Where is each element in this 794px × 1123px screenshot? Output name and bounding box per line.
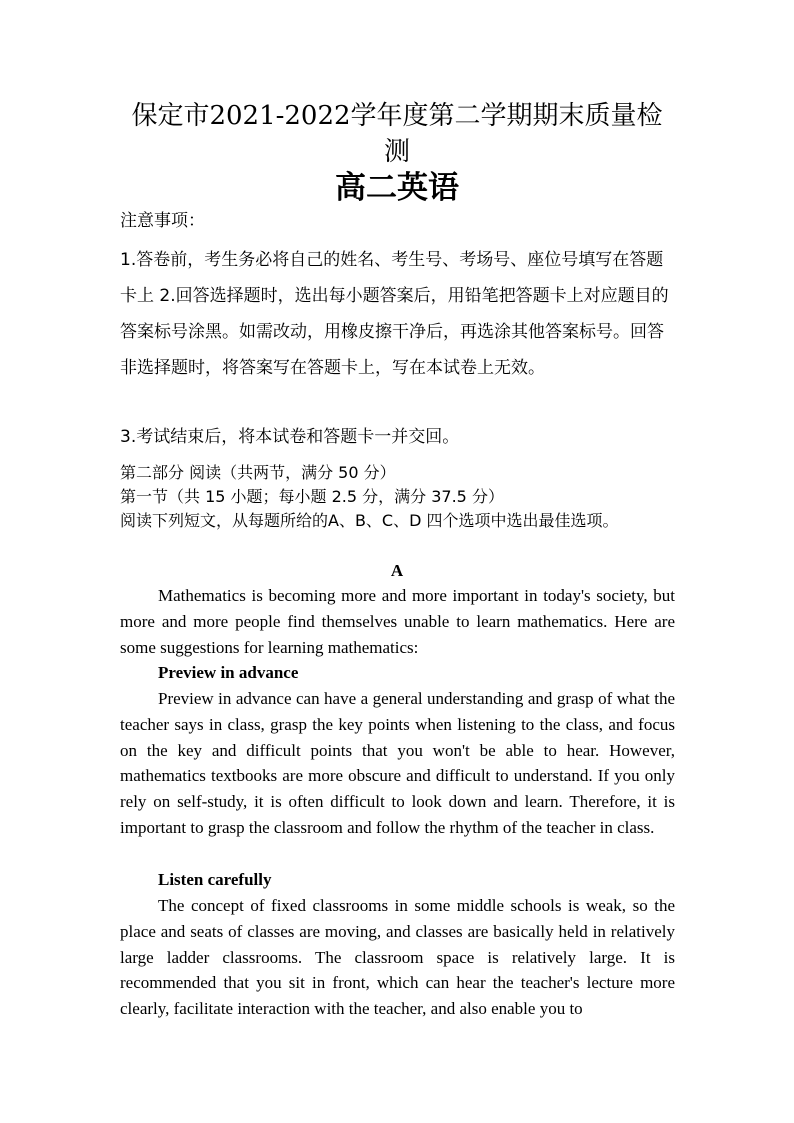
- exam-subject: 高二英语: [335, 170, 459, 206]
- exam-title-line1: 保定市2021-2022学年度第二学期期末质量检: [131, 101, 663, 131]
- passage-label: A: [390, 561, 404, 580]
- exam-title-line2: 测: [383, 137, 410, 167]
- passage-intro: Mathematics is becoming more and more important in today's society, but more and more people find themselves unable to learn mathematics. Here are some suggestions for learning mathematics:: [120, 586, 675, 657]
- section-instruction: 阅读下列短文，从每题所给的A、B、C、D 四个选项中选出最佳选项。: [120, 511, 619, 530]
- notice-item-3: 3.考试结束后，将本试卷和答题卡一并交回。: [120, 427, 460, 447]
- section-part-heading: 第二部分 阅读（共两节，满分 50 分）: [120, 463, 396, 482]
- passage-heading-1: Preview in advance: [158, 663, 299, 682]
- passage-heading-2: Listen carefully: [158, 870, 272, 889]
- passage-body-2: The concept of fixed classrooms in some middle schools is weak, so the place and seats of classes are moving, and classes are basically held in relatively large ladder classrooms. The classroom space is relatively large. It is recommended that you sit in front, which can hear the teacher's lecture more clearly, facilitate interaction with the teacher, and also enable you to: [120, 896, 675, 1019]
- notice-item-1-2: 1.答卷前，考生务必将自己的姓名、考生号、考场号、座位号填写在答题卡上 2.回答选择题时，选出每小题答案后，用铅笔把答题卡上对应题目的答案标号涂黑。如需改动，用橡皮擦干净后，再选涂其他答案标号。回答非选择题时，将答案写在答题卡上，写在本试卷上无效。: [120, 250, 669, 378]
- notice-heading: 注意事项：: [120, 211, 205, 231]
- section-subsection-heading: 第一节（共 15 小题；每小题 2.5 分，满分 37.5 分）: [120, 487, 504, 506]
- passage-body-1: Preview in advance can have a general understanding and grasp of what the teacher says in class, grasp the key points when listening to the class, and focus on the key and difficult points that you won't be able to hear. However, mathematics textbooks are more obscure and difficult to understand. If you only rely on self-study, it is often difficult to look down and learn. Therefore, it is important to grasp the classroom and follow the rhythm of the teacher in class.: [120, 689, 675, 837]
